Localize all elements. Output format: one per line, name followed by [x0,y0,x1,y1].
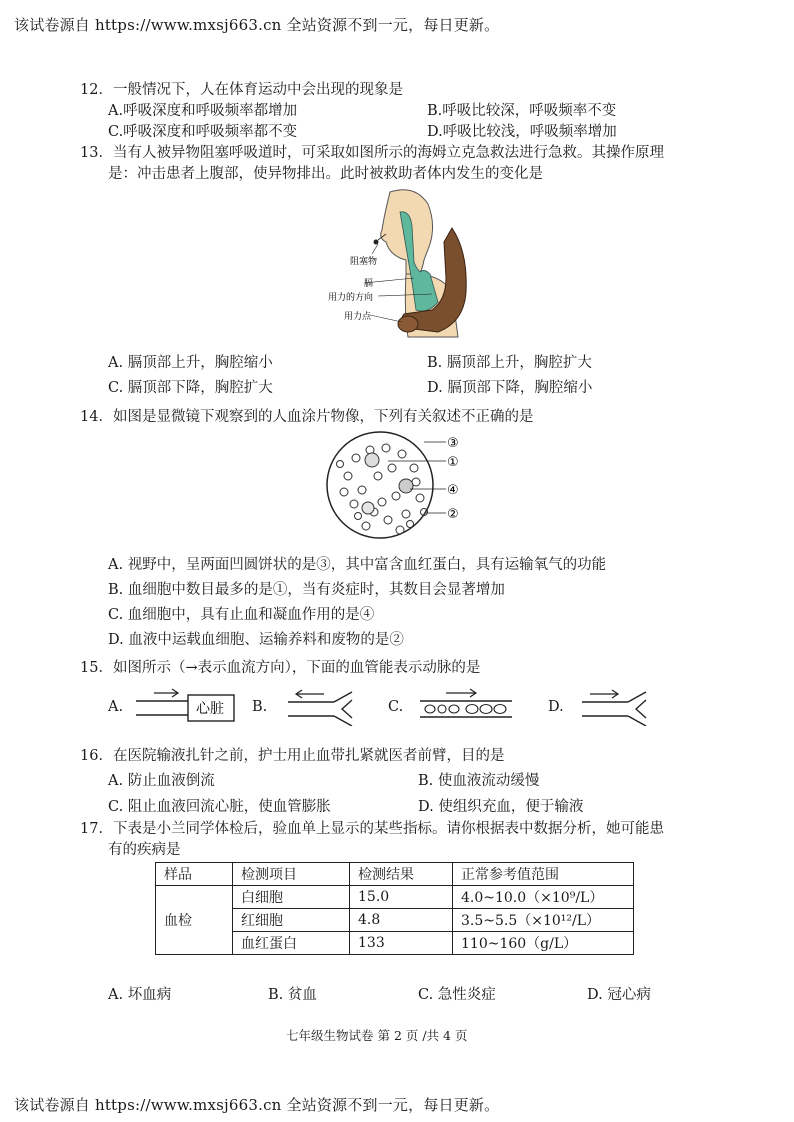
q12-option-d: D.呼吸比较浅，呼吸频率增加 [427,124,617,140]
q16-option-a: A. 防止血液倒流 [108,773,215,789]
marker-1: ① [447,455,459,470]
q15-diagram-a [132,686,242,726]
page-footer: 七年级生物试卷 第 2 页 /共 4 页 [286,1028,468,1043]
q15-stem: 15．如图所示（→表示血流方向），下面的血管能表示动脉的是 [80,660,481,676]
range-cell: 110~160（g/L） [453,932,634,955]
label-diaphragm: 膈 [364,279,374,289]
q13-option-a: A. 膈顶部上升，胸腔缩小 [108,355,273,371]
q15-option-d-label: D. [548,699,564,715]
header-result: 检测结果 [350,863,453,886]
microscope-field [327,432,433,538]
q16-stem: 16．在医院输液扎针之前，护士用止血带扎紧就医者前臂，目的是 [80,748,505,764]
q16-option-b: B. 使血液流动缓慢 [418,773,540,789]
blood-test-table [155,862,634,955]
label-force-point: 用力点 [344,312,372,322]
q17-option-a: A. 坏血病 [108,987,172,1003]
marker-3: ③ [447,436,459,451]
q13-stem-line2: 是：冲击患者上腹部，使异物排出。此时被救助者体内发生的变化是 [108,166,543,182]
q13-stem-line1: 13．当有人被异物阻塞呼吸道时，可采取如图所示的海姆立克急救法进行急救。其操作原理 [80,145,664,161]
header-range: 正常参考值范围 [453,863,634,886]
result-cell: 4.8 [350,909,453,932]
obstruction-dot [374,240,379,245]
q13-option-b: B. 膈顶部上升，胸腔扩大 [427,355,592,371]
q16-option-d: D. 使组织充血，便于输液 [418,799,584,815]
q13-option-d: D. 膈顶部下降，胸腔缩小 [427,380,593,396]
heart-label: 心脏 [196,701,224,717]
q17-stem-line2: 有的疾病是 [108,842,181,858]
q17-option-d: D. 冠心病 [587,987,651,1003]
q14-option-d: D. 血液中运载血细胞、运输养料和废物的是② [108,632,404,648]
label-obstruction: 阻塞物 [350,257,378,267]
q15-option-c-label: C. [388,699,404,715]
q12-stem: 12．一般情况下，人在体育运动中会出现的现象是 [80,82,403,98]
table-row [156,886,634,909]
range-cell: 3.5~5.5（×10¹²/L） [453,909,634,932]
item-cell: 血红蛋白 [233,932,350,955]
table-header-row [156,863,634,886]
heimlich-figure [320,182,480,342]
q15-diagram-c [416,686,516,726]
label-force-direction: 用力的方向 [328,293,374,303]
header-sample: 样品 [156,863,233,886]
q17-option-c: C. 急性炎症 [418,987,496,1003]
result-cell: 15.0 [350,886,453,909]
range-cell: 4.0~10.0（×10⁹/L） [453,886,634,909]
header-item: 检测项目 [233,863,350,886]
sample-cell: 血检 [156,886,233,955]
q15-diagram-d [578,686,658,726]
marker-2: ② [447,507,459,522]
q15-option-b-label: B. [252,699,268,715]
item-cell: 红细胞 [233,909,350,932]
source-banner-bottom: 该试卷源自 https://www.mxsj663.cn 全站资源不到一元，每日更新。 [14,1096,500,1114]
q12-option-b: B.呼吸比较深，呼吸频率不变 [427,103,617,119]
q16-option-c: C. 阻止血液回流心脏，使血管膨胀 [108,799,331,815]
q13-option-c: C. 膈顶部下降，胸腔扩大 [108,380,273,396]
q15-option-a-label: A. [108,699,124,715]
q14-option-a: A. 视野中，呈两面凹圆饼状的是③，其中富含血红蛋白，具有运输氧气的功能 [108,557,607,573]
q17-option-b: B. 贫血 [268,987,317,1003]
q17-stem-line1: 17．下表是小兰同学体检后，验血单上显示的某些指标。请你根据表中数据分析，她可能患 [80,821,664,837]
result-cell: 133 [350,932,453,955]
q14-option-c: C. 血细胞中，具有止血和凝血作用的是④ [108,607,375,623]
fist-shape [398,316,418,332]
q12-option-a: A.呼吸深度和呼吸频率都增加 [108,103,298,119]
marker-4: ④ [447,483,459,498]
q14-stem: 14．如图是显微镜下观察到的人血涂片物像，下列有关叙述不正确的是 [80,409,534,425]
q15-diagram-b [284,686,364,726]
item-cell: 白细胞 [233,886,350,909]
q14-option-b: B. 血细胞中数目最多的是①，当有炎症时，其数目会显著增加 [108,582,505,598]
blood-smear-figure [326,428,466,548]
q12-option-c: C.呼吸深度和呼吸频率都不变 [108,124,298,140]
source-banner-top: 该试卷源自 https://www.mxsj663.cn 全站资源不到一元，每日更新。 [14,16,500,34]
